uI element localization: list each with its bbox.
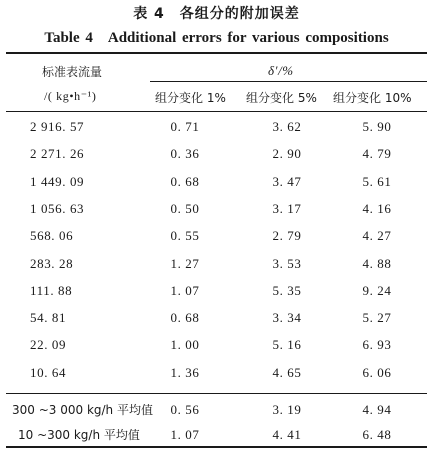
error-cell: 4. 79 (362, 146, 392, 161)
header-col-5pct: 组分变化 5% (246, 91, 317, 105)
error-cell: 0. 71 (170, 119, 200, 134)
error-cell: 1. 00 (170, 337, 200, 352)
header-flow-unit: /( kg•h⁻¹) (44, 89, 97, 103)
table-title-en: Table 4 Additional errors for various compositions (44, 30, 389, 46)
summary-value: 1. 07 (170, 427, 200, 442)
error-cell: 5. 90 (362, 119, 392, 134)
error-cell: 3. 17 (272, 201, 302, 216)
table-title-cn: 表 4 各组分的附加误差 (133, 6, 300, 22)
error-cell: 6. 93 (362, 337, 392, 352)
summary-value: 4. 94 (362, 402, 392, 417)
flow-rate-cell: 54. 81 (30, 310, 67, 325)
flow-rate-cell: 2 271. 26 (30, 146, 85, 161)
summary-value: 6. 48 (362, 427, 392, 442)
header-rule (6, 111, 427, 112)
error-cell: 5. 27 (362, 310, 392, 325)
error-cell: 3. 47 (272, 174, 302, 189)
error-cell: 3. 62 (272, 119, 302, 134)
summary-label: 300 ~3 000 kg/h 平均值 (12, 403, 153, 417)
error-cell: 0. 50 (170, 201, 200, 216)
flow-rate-cell: 22. 09 (30, 337, 67, 352)
bottom-rule (6, 446, 427, 448)
error-cell: 5. 16 (272, 337, 302, 352)
error-cell: 6. 06 (362, 365, 392, 380)
flow-rate-cell: 2 916. 57 (30, 119, 85, 134)
top-rule (6, 52, 427, 54)
summary-value: 0. 56 (170, 402, 200, 417)
flow-rate-cell: 1 056. 63 (30, 201, 85, 216)
error-cell: 4. 65 (272, 365, 302, 380)
error-cell: 3. 53 (272, 256, 302, 271)
error-cell: 4. 16 (362, 201, 392, 216)
error-cell: 5. 61 (362, 174, 392, 189)
flow-rate-cell: 568. 06 (30, 228, 74, 243)
error-cell: 4. 27 (362, 228, 392, 243)
error-cell: 5. 35 (272, 283, 302, 298)
error-cell: 0. 36 (170, 146, 200, 161)
header-col-1pct: 组分变化 1% (155, 91, 226, 105)
error-cell: 4. 88 (362, 256, 392, 271)
flow-rate-cell: 111. 88 (30, 283, 73, 298)
error-cell: 0. 55 (170, 228, 200, 243)
error-cell: 1. 07 (170, 283, 200, 298)
error-cell: 9. 24 (362, 283, 392, 298)
flow-rate-cell: 10. 64 (30, 365, 67, 380)
header-flow-label: 标准表流量 (42, 65, 103, 79)
summary-rule (6, 393, 427, 394)
summary-value: 4. 41 (272, 427, 302, 442)
header-subrule (150, 81, 427, 82)
error-cell: 1. 27 (170, 256, 200, 271)
error-cell: 1. 36 (170, 365, 200, 380)
error-cell: 0. 68 (170, 174, 200, 189)
flow-rate-cell: 283. 28 (30, 256, 74, 271)
error-cell: 0. 68 (170, 310, 200, 325)
header-error-group: δ′/% (268, 63, 294, 78)
error-cell: 2. 79 (272, 228, 302, 243)
error-cell: 2. 90 (272, 146, 302, 161)
flow-rate-cell: 1 449. 09 (30, 174, 85, 189)
error-cell: 3. 34 (272, 310, 302, 325)
summary-label: 10 ~300 kg/h 平均值 (18, 428, 140, 442)
header-col-10pct: 组分变化 10% (333, 91, 412, 105)
summary-value: 3. 19 (272, 402, 302, 417)
